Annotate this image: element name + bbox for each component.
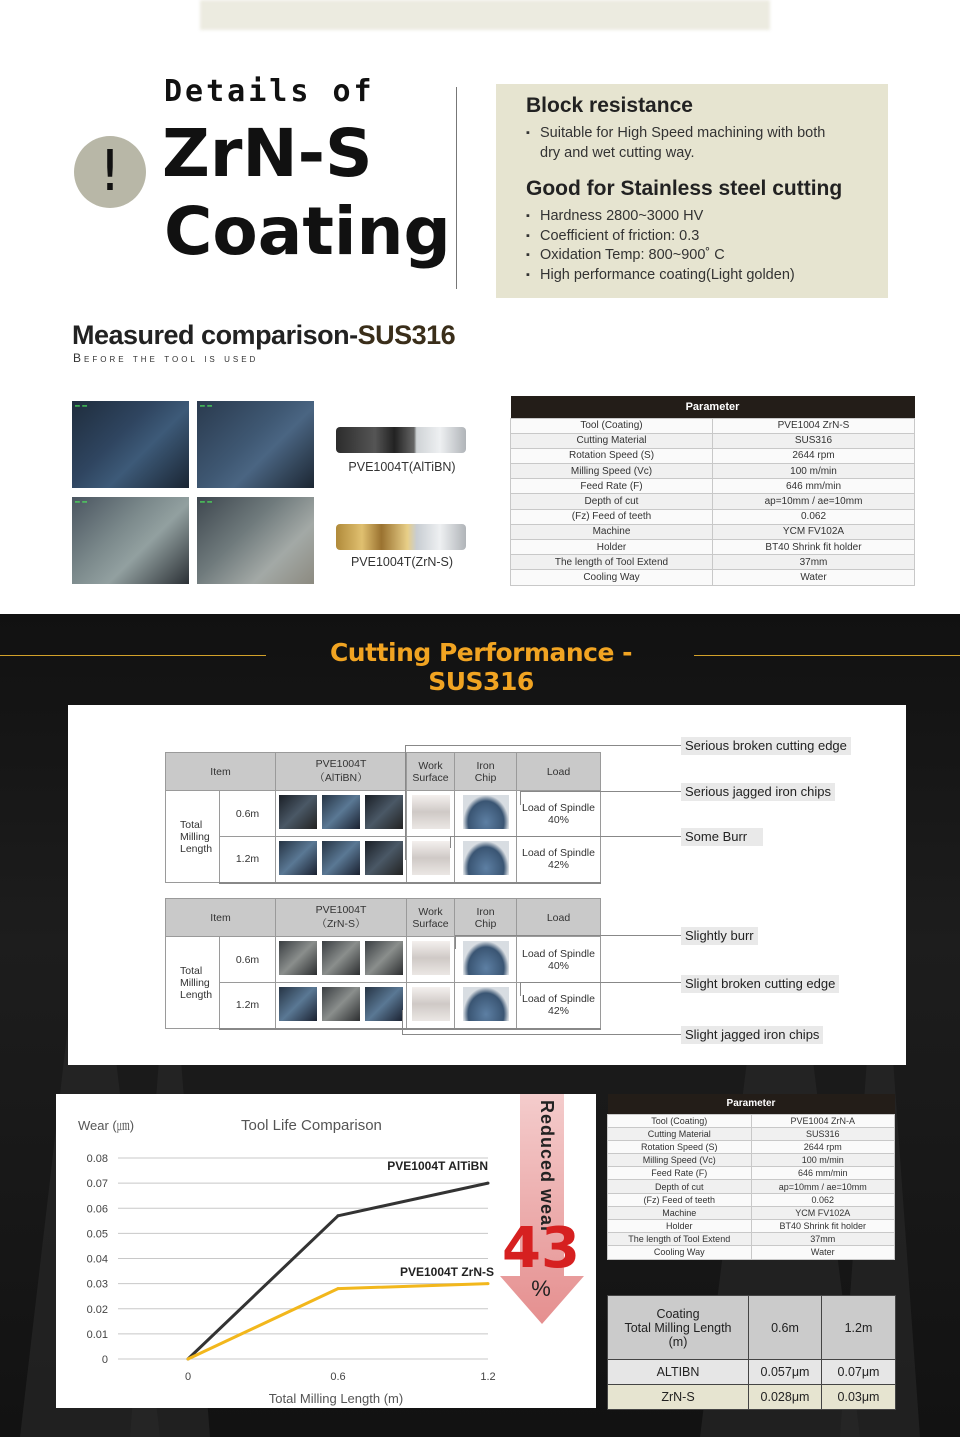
parameter-key: Tool (Coating) bbox=[608, 1114, 752, 1127]
parameter-key: Tool (Coating) bbox=[511, 418, 713, 433]
callout-some-burr: Some Burr bbox=[681, 828, 763, 846]
parameter-value: YCM FV102A bbox=[713, 524, 915, 539]
list-item: ▪ Oxidation Temp: 800~900˚ C bbox=[526, 246, 888, 266]
len-06: 0.6m bbox=[220, 791, 276, 837]
col-work: Work Surface bbox=[407, 899, 455, 937]
cmp-zrns-label: ZrN-S bbox=[608, 1385, 749, 1410]
parameter-value: Water bbox=[751, 1246, 895, 1259]
parameter-value: BT40 Shrink fit holder bbox=[751, 1220, 895, 1233]
callout-slightly-burr: Slightly burr bbox=[681, 927, 758, 945]
measured-title-suffix: SUS316 bbox=[357, 320, 456, 350]
work-surface-thumb bbox=[412, 841, 450, 875]
data-point bbox=[187, 1358, 190, 1361]
parameter-key: The length of Tool Extend bbox=[608, 1233, 752, 1246]
chart-title: Tool Life Comparison bbox=[241, 1117, 382, 1134]
parameter-row bbox=[511, 479, 915, 494]
cmp-altibn-label: ALTIBN bbox=[608, 1360, 749, 1385]
parameter-key: Cutting Material bbox=[608, 1127, 752, 1140]
load-12: Load of Spindle 42% bbox=[517, 837, 601, 883]
parameter-header: Parameter bbox=[511, 396, 915, 418]
parameter-row bbox=[511, 570, 915, 585]
micro-thumb bbox=[365, 841, 403, 875]
callout-line bbox=[450, 836, 451, 848]
cmp-col-12: 1.2m bbox=[822, 1296, 896, 1360]
parameter-row bbox=[511, 509, 915, 524]
title-rule-left bbox=[0, 655, 266, 656]
parameter-key: (Fz) Feed of teeth bbox=[511, 509, 713, 524]
parameter-row bbox=[608, 1206, 895, 1219]
col-tool: PVE1004T （AlTiBN） bbox=[276, 753, 407, 791]
cmp-zrns-06: 0.028μm bbox=[749, 1385, 822, 1410]
parameter-key: Cutting Material bbox=[511, 433, 713, 448]
parameter-row bbox=[608, 1127, 895, 1140]
parameter-row bbox=[608, 1233, 895, 1246]
micro-thumb bbox=[365, 941, 403, 975]
micro-thumb bbox=[322, 795, 360, 829]
data-point bbox=[337, 1214, 340, 1217]
list-item: ▪ Suitable for High Speed machining with both dry and wet cutting way. bbox=[526, 124, 846, 163]
parameter-key: Rotation Speed (S) bbox=[608, 1140, 752, 1153]
data-point bbox=[337, 1287, 340, 1290]
parameter-key: Holder bbox=[608, 1220, 752, 1233]
top-banner bbox=[200, 0, 770, 30]
parameter-table-bottom bbox=[607, 1094, 895, 1260]
micrograph-zrns-2: ▬▬ ▬▬ bbox=[197, 497, 314, 584]
parameter-key: Milling Speed (Vc) bbox=[608, 1154, 752, 1167]
reduced-wear-unit: % bbox=[531, 1276, 551, 1301]
y-tick-label: 0.04 bbox=[86, 1253, 108, 1266]
parameter-header: Parameter bbox=[608, 1094, 895, 1114]
y-tick-label: 0.03 bbox=[86, 1278, 108, 1291]
parameter-row bbox=[608, 1193, 895, 1206]
callout-line bbox=[455, 935, 681, 936]
stainless-title: Good for Stainless steel cutting bbox=[526, 177, 843, 200]
x-tick-label: 0 bbox=[184, 1371, 192, 1383]
callout-line bbox=[402, 1010, 403, 1034]
parameter-value: Water bbox=[713, 570, 915, 585]
y-tick-label: 0.06 bbox=[86, 1203, 108, 1216]
col-load: Load bbox=[517, 899, 601, 937]
col-item: Item bbox=[166, 899, 276, 937]
iron-chip-thumb bbox=[463, 841, 509, 875]
parameter-row bbox=[511, 418, 915, 433]
parameter-key: Rotation Speed (S) bbox=[511, 448, 713, 463]
y-tick-label: 0.02 bbox=[86, 1303, 108, 1316]
parameter-row bbox=[511, 524, 915, 539]
parameter-key: Feed Rate (F) bbox=[511, 479, 713, 494]
hero-title-coating: Coating bbox=[164, 193, 451, 270]
callout-line bbox=[520, 982, 681, 983]
micro-thumb bbox=[322, 987, 360, 1021]
parameter-key: Feed Rate (F) bbox=[608, 1167, 752, 1180]
exclamation-icon: ! bbox=[74, 136, 146, 208]
parameter-row bbox=[608, 1180, 895, 1193]
micrograph-altibn-2: ▬▬ ▬▬ bbox=[197, 401, 314, 488]
work-surface-thumb bbox=[412, 987, 450, 1021]
micro-thumb bbox=[279, 987, 317, 1021]
parameter-table-top bbox=[510, 396, 915, 586]
len-06: 0.6m bbox=[220, 937, 276, 983]
reduced-wear-value: 43 bbox=[502, 1216, 580, 1281]
callout-line bbox=[520, 791, 521, 805]
callout-line bbox=[520, 982, 521, 996]
callout-slight-broken-edge: Slight broken cutting edge bbox=[681, 975, 839, 993]
block-resistance-title: Block resistance bbox=[526, 94, 693, 117]
parameter-row bbox=[511, 555, 915, 570]
parameter-row bbox=[608, 1154, 895, 1167]
cutting-table-zrns bbox=[165, 898, 601, 1030]
micro-thumb bbox=[279, 841, 317, 875]
stainless-list bbox=[526, 207, 888, 285]
col-chip: Iron Chip bbox=[455, 899, 517, 937]
callout-line bbox=[405, 745, 681, 746]
y-tick-label: 0.08 bbox=[86, 1153, 108, 1165]
parameter-row bbox=[608, 1167, 895, 1180]
block-resistance-list bbox=[526, 124, 888, 163]
work-surface-thumb bbox=[412, 941, 450, 975]
parameter-value: 646 mm/min bbox=[713, 479, 915, 494]
parameter-value: 100 m/min bbox=[751, 1154, 895, 1167]
micrograph-zrns-1: ▬▬ ▬▬ bbox=[72, 497, 189, 584]
row-label: Total Milling Length bbox=[166, 937, 220, 1029]
wear-comparison-table bbox=[607, 1295, 896, 1410]
series-label-1: PVE1004T ZrN-S bbox=[399, 1265, 494, 1279]
hero-details-of: Details of bbox=[164, 74, 375, 109]
parameter-key: Machine bbox=[608, 1206, 752, 1219]
parameter-key: Milling Speed (Vc) bbox=[511, 464, 713, 479]
callout-line bbox=[405, 745, 406, 860]
callout-serious-broken-edge: Serious broken cutting edge bbox=[681, 737, 851, 755]
x-tick-label: 1.2 bbox=[480, 1371, 496, 1383]
len-12: 1.2m bbox=[220, 983, 276, 1029]
parameter-row bbox=[511, 448, 915, 463]
end-mill-zrns-image bbox=[336, 524, 466, 550]
parameter-row bbox=[511, 494, 915, 509]
end-mill-altibn-image bbox=[336, 427, 466, 453]
parameter-value: BT40 Shrink fit holder bbox=[713, 540, 915, 555]
parameter-value: SUS316 bbox=[713, 433, 915, 448]
reduced-wear-label: Reduced wear bbox=[537, 1100, 557, 1235]
iron-chip-thumb bbox=[463, 941, 509, 975]
y-tick-label: 0 bbox=[101, 1354, 108, 1366]
parameter-value: 2644 rpm bbox=[751, 1140, 895, 1153]
tool-label-altibn: PVE1004T(AlTiBN) bbox=[348, 460, 456, 474]
parameter-row bbox=[511, 540, 915, 555]
cmp-altibn-06: 0.057μm bbox=[749, 1360, 822, 1385]
parameter-row bbox=[608, 1246, 895, 1259]
y-tick-label: 0.07 bbox=[86, 1178, 108, 1191]
parameter-row bbox=[608, 1114, 895, 1127]
parameter-value: ap=10mm / ae=10mm bbox=[751, 1180, 895, 1193]
callout-line bbox=[455, 935, 456, 949]
parameter-value: 0.062 bbox=[751, 1193, 895, 1206]
data-point bbox=[487, 1282, 490, 1285]
parameter-key: Cooling Way bbox=[511, 570, 713, 585]
cmp-altibn-12: 0.07μm bbox=[822, 1360, 896, 1385]
hero-divider bbox=[456, 87, 457, 289]
iron-chip-thumb bbox=[463, 987, 509, 1021]
work-surface-thumb bbox=[412, 795, 450, 829]
parameter-key: Depth of cut bbox=[608, 1180, 752, 1193]
parameter-value: SUS316 bbox=[751, 1127, 895, 1140]
micrograph-altibn-1: ▬▬ ▬▬ bbox=[72, 401, 189, 488]
parameter-value: 100 m/min bbox=[713, 464, 915, 479]
x-axis-label: Total Milling Length (m) bbox=[268, 1391, 404, 1406]
parameter-key: Cooling Way bbox=[608, 1246, 752, 1259]
load-06: Load of Spindle 40% bbox=[517, 791, 601, 837]
parameter-key: Depth of cut bbox=[511, 494, 713, 509]
list-item: ▪ High performance coating(Light golden) bbox=[526, 266, 888, 286]
series-line-1 bbox=[188, 1284, 488, 1359]
parameter-key: Machine bbox=[511, 524, 713, 539]
cmp-zrns-12: 0.03μm bbox=[822, 1385, 896, 1410]
col-tool: PVE1004T （ZrN-S） bbox=[276, 899, 407, 937]
y-tick-label: 0.05 bbox=[86, 1228, 108, 1241]
hero-title-zrn: ZrN-S bbox=[162, 115, 373, 192]
row-label: Total Milling Length bbox=[166, 791, 220, 883]
feature-box bbox=[496, 84, 888, 298]
cmp-head: Coating Total Milling Length (m) bbox=[608, 1296, 749, 1360]
micro-thumb bbox=[279, 795, 317, 829]
parameter-value: 646 mm/min bbox=[751, 1167, 895, 1180]
micro-thumb bbox=[365, 795, 403, 829]
parameter-value: 0.062 bbox=[713, 509, 915, 524]
list-item: ▪ Hardness 2800~3000 HV bbox=[526, 207, 888, 227]
micro-thumb bbox=[322, 841, 360, 875]
series-label-0: PVE1004T AlTiBN bbox=[387, 1159, 488, 1173]
callout-line bbox=[450, 836, 681, 837]
callout-slight-jagged-chips: Slight jagged iron chips bbox=[681, 1026, 823, 1044]
col-item: Item bbox=[166, 753, 276, 791]
parameter-row bbox=[608, 1140, 895, 1153]
parameter-row bbox=[608, 1220, 895, 1233]
micro-thumb bbox=[365, 987, 403, 1021]
col-load: Load bbox=[517, 753, 601, 791]
micro-thumb bbox=[279, 941, 317, 975]
iron-chip-thumb bbox=[463, 795, 509, 829]
callout-line bbox=[520, 791, 681, 792]
parameter-row bbox=[511, 433, 915, 448]
micro-thumb bbox=[322, 941, 360, 975]
load-06: Load of Spindle 40% bbox=[517, 937, 601, 983]
cmp-col-06: 0.6m bbox=[749, 1296, 822, 1360]
load-12: Load of Spindle 42% bbox=[517, 983, 601, 1029]
title-rule-right bbox=[694, 655, 960, 656]
parameter-value: 37mm bbox=[713, 555, 915, 570]
parameter-key: (Fz) Feed of teeth bbox=[608, 1193, 752, 1206]
col-work: Work Surface bbox=[407, 753, 455, 791]
measured-comparison-title bbox=[72, 320, 455, 351]
tool-label-zrns: PVE1004T(ZrN-S) bbox=[350, 555, 454, 569]
col-chip: Iron Chip bbox=[455, 753, 517, 791]
parameter-value: ap=10mm / ae=10mm bbox=[713, 494, 915, 509]
x-tick-label: 0.6 bbox=[330, 1371, 346, 1383]
parameter-row bbox=[511, 464, 915, 479]
parameter-value: 37mm bbox=[751, 1233, 895, 1246]
y-tick-label: 0.01 bbox=[86, 1328, 108, 1341]
callout-line bbox=[402, 1034, 681, 1035]
parameter-key: Holder bbox=[511, 540, 713, 555]
cutting-table-altibn bbox=[165, 752, 601, 884]
parameter-key: The length of Tool Extend bbox=[511, 555, 713, 570]
y-axis-label: Wear (㎛) bbox=[78, 1118, 135, 1133]
parameter-value: 2644 rpm bbox=[713, 448, 915, 463]
parameter-value: PVE1004 ZrN-S bbox=[713, 418, 915, 433]
parameter-value: PVE1004 ZrN-A bbox=[751, 1114, 895, 1127]
data-point bbox=[487, 1182, 490, 1185]
parameter-value: YCM FV102A bbox=[751, 1206, 895, 1219]
cutting-performance-title: Cutting Performance - SUS316 bbox=[329, 638, 633, 696]
list-item: ▪ Coefficient of friction: 0.3 bbox=[526, 227, 888, 247]
callout-serious-jagged-chips: Serious jagged iron chips bbox=[681, 783, 835, 801]
measured-subtitle: Before the tool is used bbox=[73, 351, 259, 365]
len-12: 1.2m bbox=[220, 837, 276, 883]
measured-title-main: Measured comparison- bbox=[72, 320, 358, 350]
